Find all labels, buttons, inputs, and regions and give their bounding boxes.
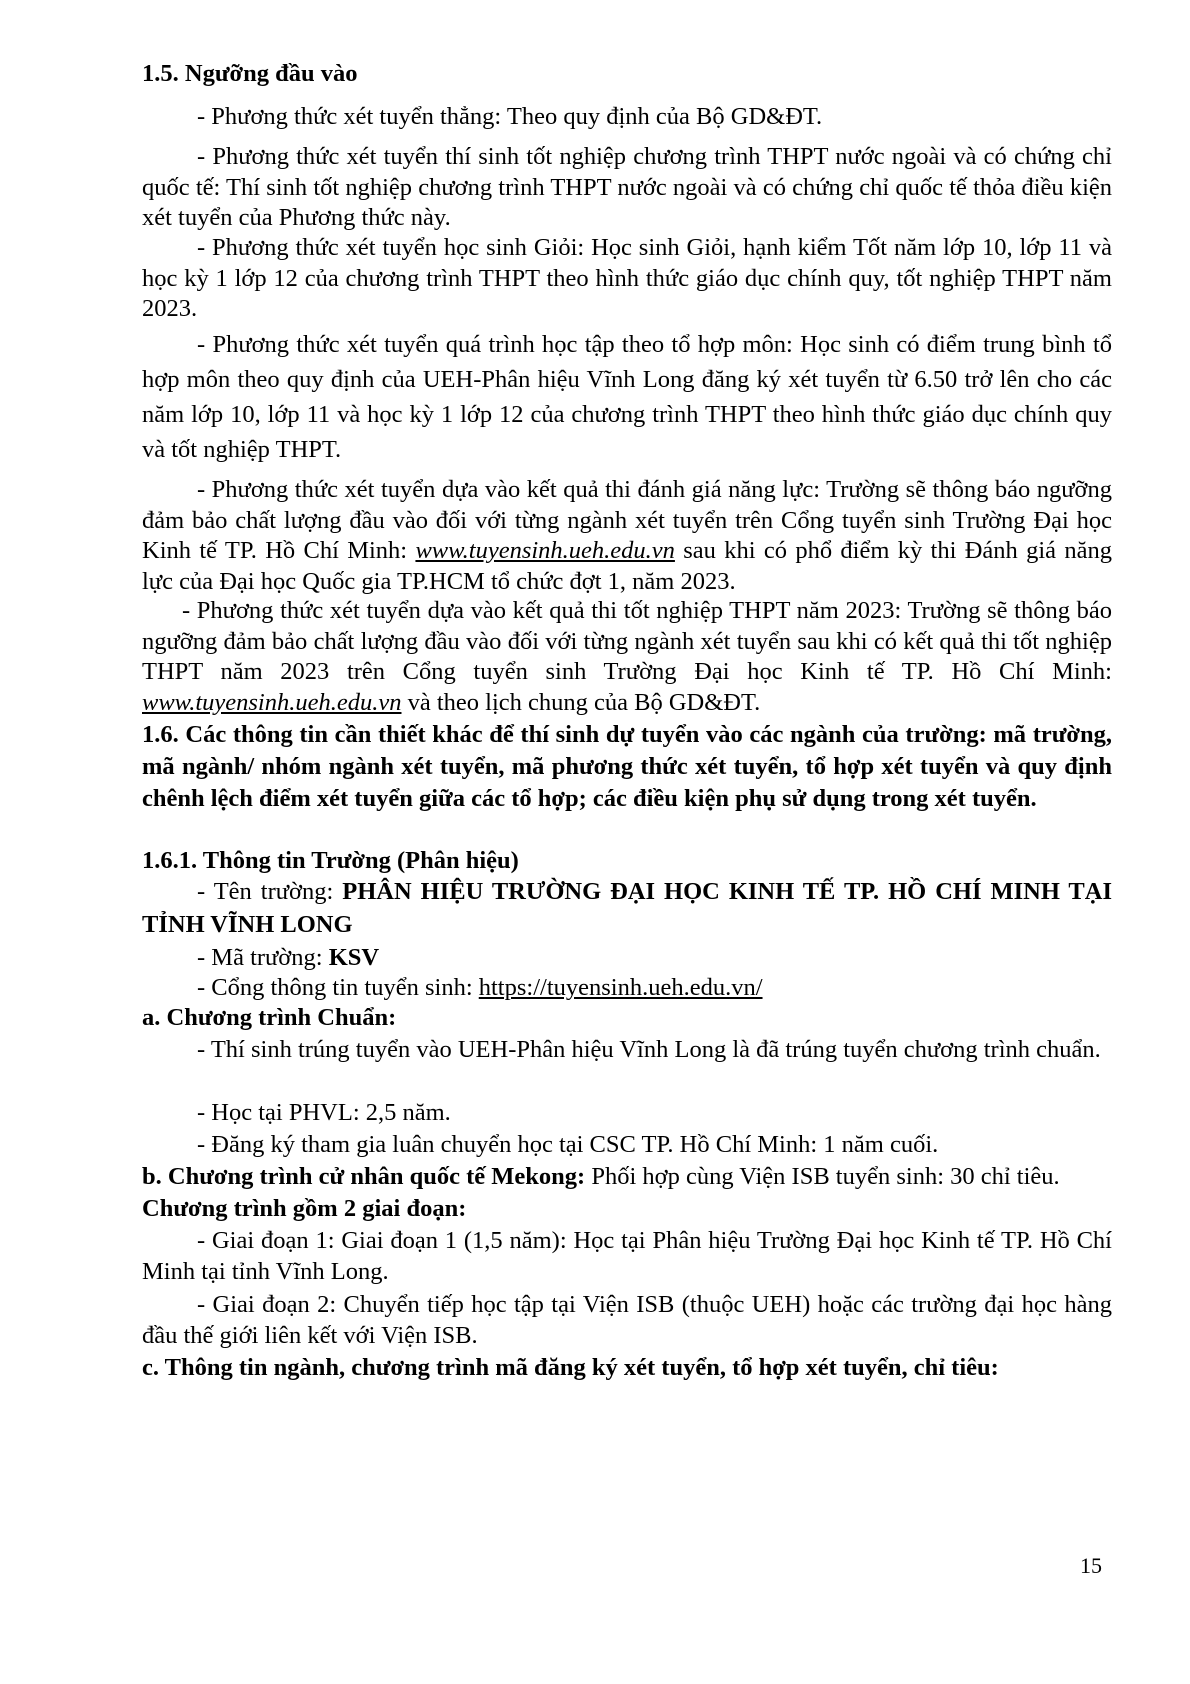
s15-p5-text-a: - Phương thức xét tuyển dựa vào kết quả thi đánh giá năng lực: Trường sẽ thông báo ngưỡng đảm bảo chất lượng đầu vào đối với từng ngành xét tuyển trên Cổng tuyển sinh Trường Đại học Kinh tế TP. Hồ Chí Minh: [142,476,1112,564]
section-1-5-heading: 1.5. Ngưỡng đầu vào [142,60,358,87]
s15-paragraph-3: - Phương thức xét tuyển học sinh Giỏi: Học sinh Giỏi, hạnh kiểm Tốt năm lớp 10, lớp 11 và học kỳ 1 lớp 12 của chương trình THPT theo hình thức giáo dục chính quy, tốt nghiệp THPT năm 2023. [142,234,1112,322]
s15-paragraph-1: - Phương thức xét tuyển thẳng: Theo quy định của Bộ GD&ĐT. [197,103,823,130]
school-name-label: - Tên trường: [197,878,343,905]
s15-paragraph-5 [142,475,1112,597]
program-b-stage-2: - Giai đoạn 2: Chuyển tiếp học tập tại Viện ISB (thuộc UEH) hoặc các trường đại học hàng đầu thế giới liên kết với Viện ISB. [142,1291,1112,1349]
section-1-6-1-heading: 1.6.1. Thông tin Trường (Phân hiệu) [142,847,519,874]
program-b-stages-heading: Chương trình gồm 2 giai đoạn: [142,1195,467,1222]
program-a-paragraph-3: - Đăng ký tham gia luân chuyển học tại CSC TP. Hồ Chí Minh: 1 năm cuối. [197,1131,939,1158]
portal-link[interactable]: https://tuyensinh.ueh.edu.vn/ [478,974,763,1001]
s15-p5-text-b: sau khi có phổ điểm kỳ thi Đánh giá năng lực của Đại học Quốc gia TP.HCM tổ chức đợt 1, năm 2023. [142,537,1112,595]
s15-paragraph-6 [142,596,1112,718]
s15-p6-text-a: - Phương thức xét tuyển dựa vào kết quả thi tốt nghiệp THPT năm 2023: Trường sẽ thông báo ngưỡng đảm bảo chất lượng đầu vào đối với từng ngành xét tuyển sau khi có kết quả thi tốt nghiệp THPT năm 2023 trên Cổng tuyển sinh Trường Đại học Kinh tế TP. Hồ Chí Minh: [142,597,1112,685]
program-b-heading: b. Chương trình cử nhân quốc tế Mekong: [142,1163,586,1190]
s15-paragraph-2: - Phương thức xét tuyển thí sinh tốt nghiệp chương trình THPT nước ngoài và có chứng chỉ quốc tế: Thí sinh tốt nghiệp chương trình THPT nước ngoài và có chứng chỉ quốc tế thỏa điều kiện xét tuyển của Phương thức này. [142,143,1112,231]
school-name-line [142,875,1112,941]
admission-portal-link-2[interactable]: www.tuyensinh.ueh.edu.vn [142,688,402,716]
program-c-heading: c. Thông tin ngành, chương trình mã đăng ký xét tuyển, tổ hợp xét tuyển, chỉ tiêu: [142,1354,999,1381]
program-b-heading-rest: Phối hợp cùng Viện ISB tuyển sinh: 30 chỉ tiêu. [585,1163,1060,1190]
school-code-line [142,943,1112,974]
program-a-paragraph-2: - Học tại PHVL: 2,5 năm. [197,1099,451,1126]
admission-portal-link[interactable]: www.tuyensinh.ueh.edu.vn [415,537,675,564]
s15-paragraph-4: - Phương thức xét tuyển quá trình học tập theo tổ hợp môn: Học sinh có điểm trung bình tổ hợp môn theo quy định của UEH-Phân hiệu Vĩnh Long đăng ký xét tuyển từ 6.50 trở lên cho các năm lớp 10, lớp 11 và học kỳ 1 lớp 12 của chương trình THPT theo hình thức giáo dục chính quy và tốt nghiệp THPT. [142,331,1112,463]
school-name-value: PHÂN HIỆU TRƯỜNG ĐẠI HỌC KINH TẾ TP. HỒ CHÍ MINH TẠI TỈNH VĨNH LONG [142,878,1112,938]
school-code-value: KSV [328,944,380,971]
portal-line [142,973,1112,1004]
portal-label: - Cổng thông tin tuyển sinh: [197,974,479,1001]
program-a-heading: a. Chương trình Chuẩn: [142,1004,397,1031]
s15-p6-text-b: và theo lịch chung của Bộ GD&ĐT. [401,688,761,716]
program-b-heading-line [142,1162,1112,1193]
section-1-6-heading: 1.6. Các thông tin cần thiết khác để thí sinh dự tuyển vào các ngành của trường: mã trường, mã ngành/ nhóm ngành xét tuyển, mã phương thức xét tuyển, tổ hợp xét tuyển và quy định chênh lệch điểm xét tuyển giữa các tổ hợp; các điều kiện phụ sử dụng trong xét tuyển. [142,721,1112,812]
program-b-stage-1: - Giai đoạn 1: Giai đoạn 1 (1,5 năm): Học tại Phân hiệu Trường Đại học Kinh tế TP. Hồ Chí Minh tại tỉnh Vĩnh Long. [142,1227,1112,1285]
program-a-paragraph-1: - Thí sinh trúng tuyển vào UEH-Phân hiệu Vĩnh Long là đã trúng tuyển chương trình chuẩn. [197,1036,1101,1063]
page-number: 15 [1080,1553,1102,1578]
school-code-label: - Mã trường: [197,944,329,971]
